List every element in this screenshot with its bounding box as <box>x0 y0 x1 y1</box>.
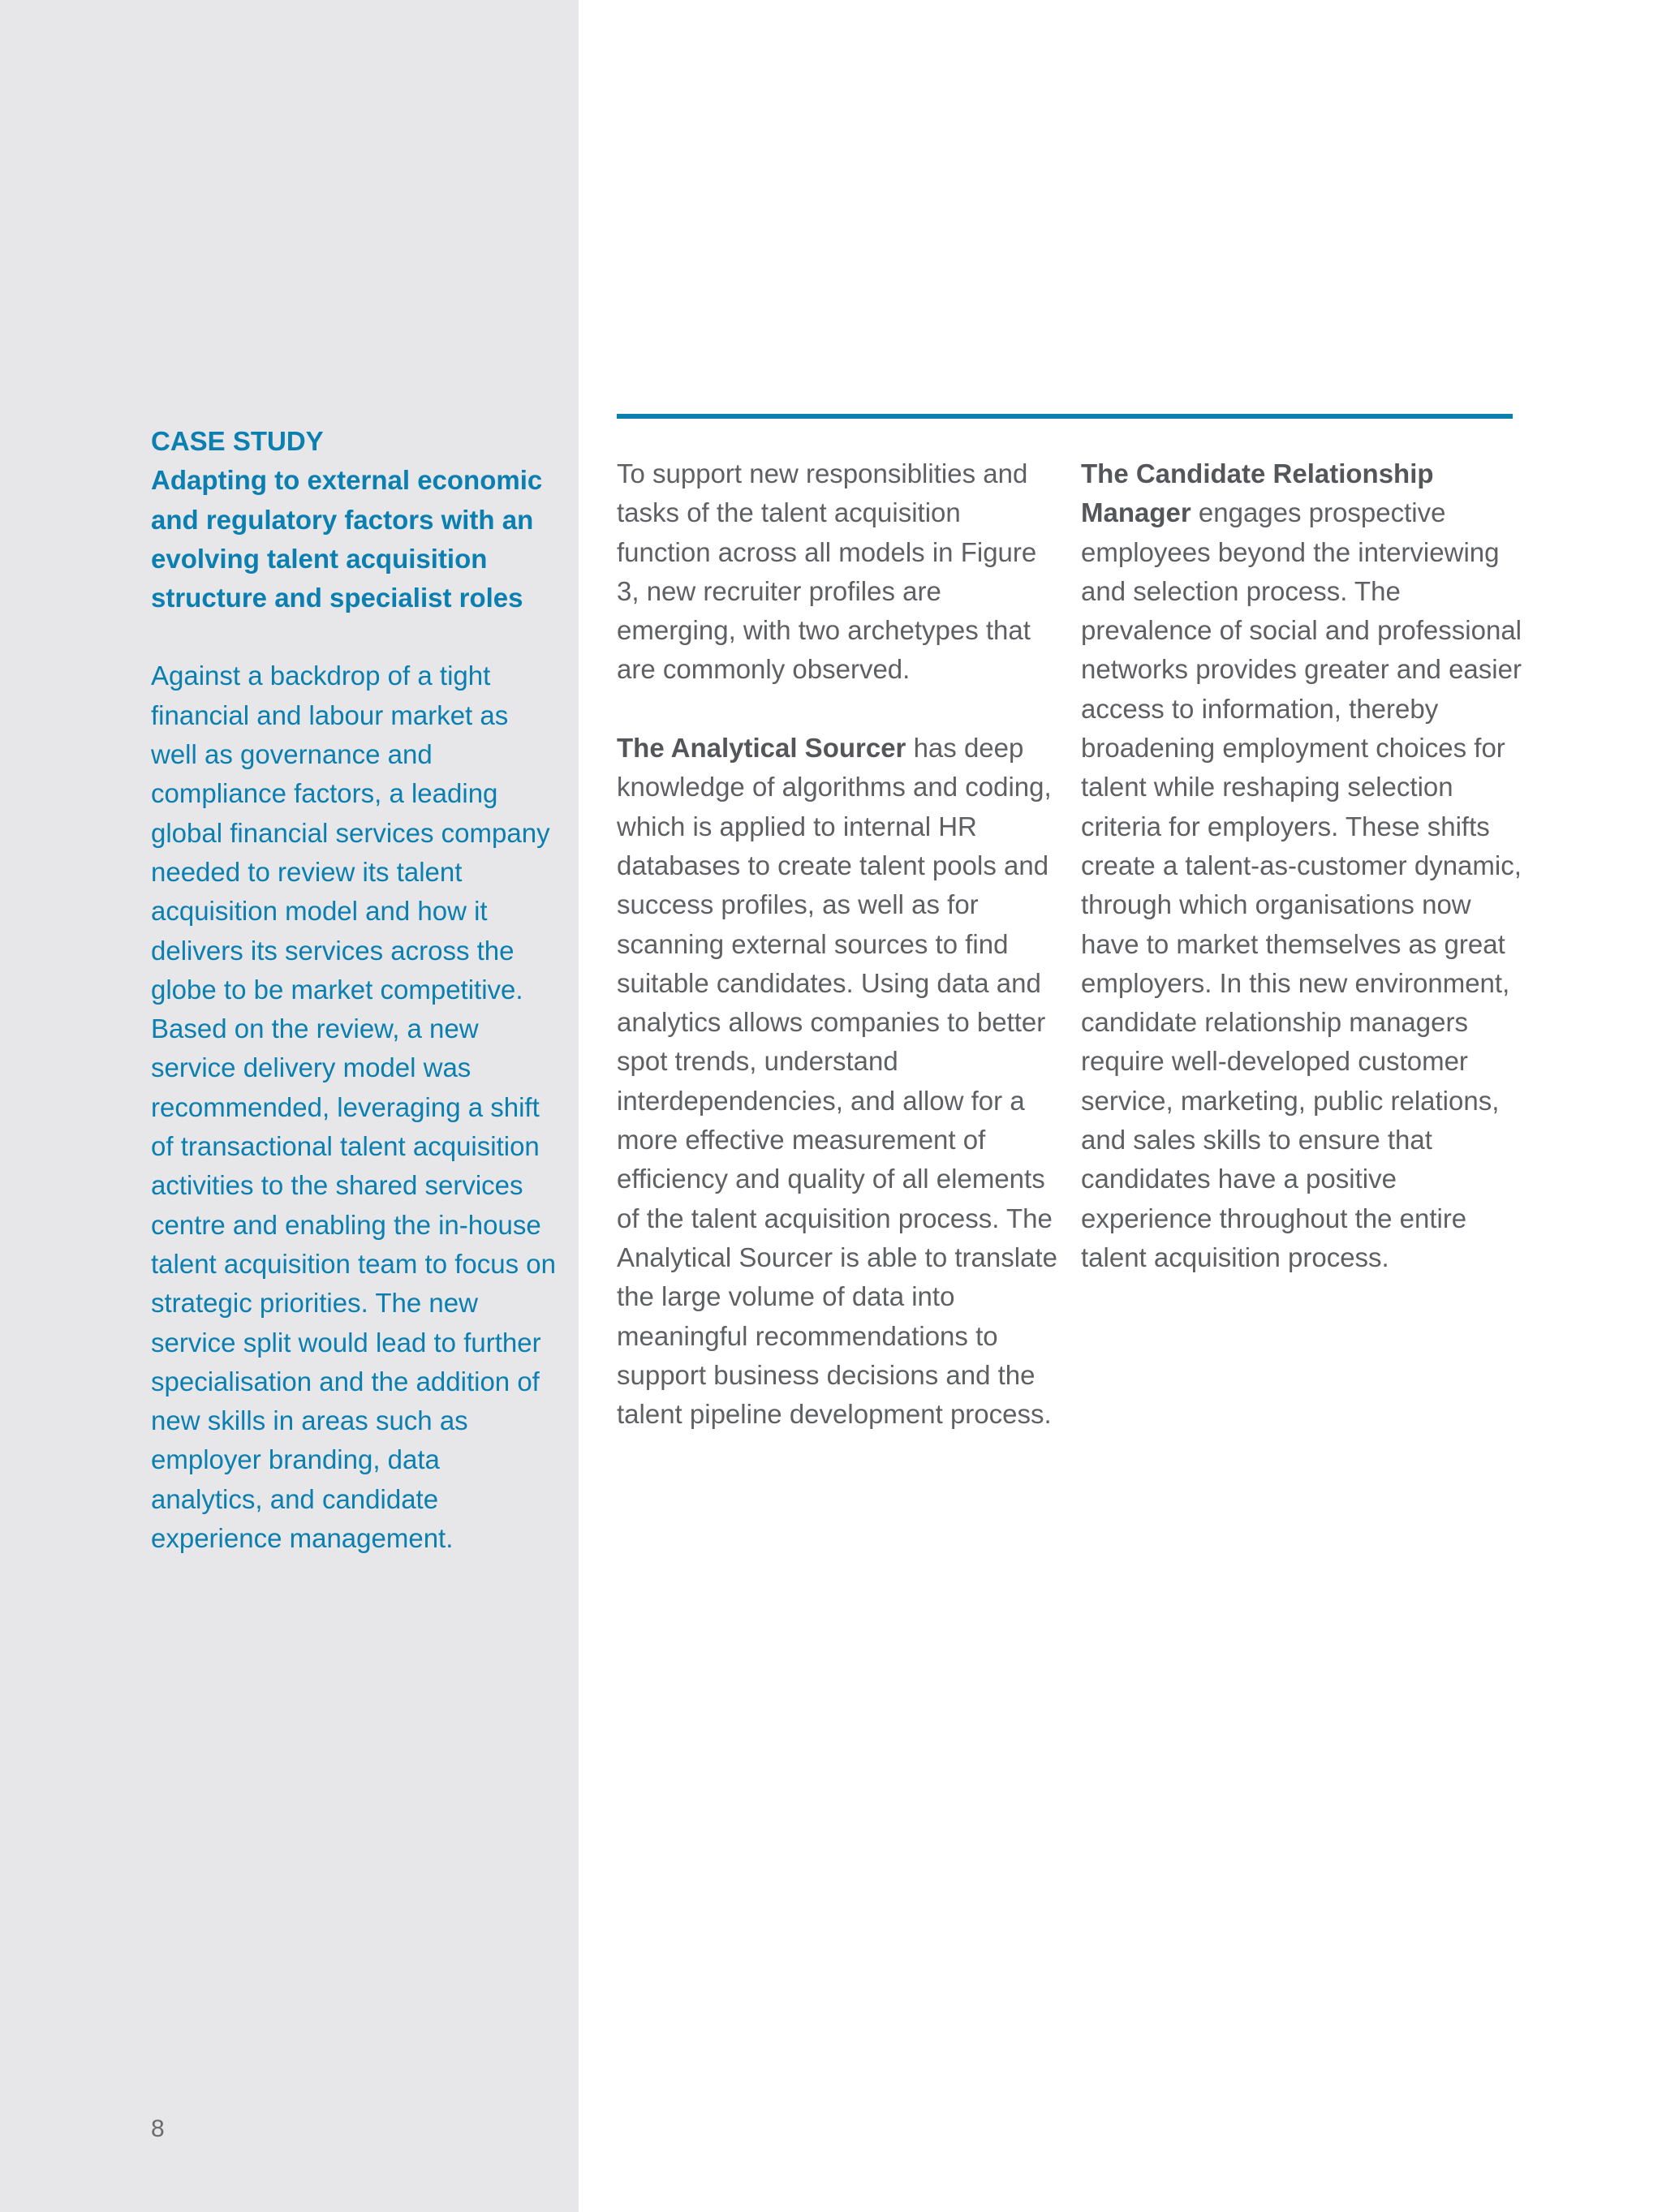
text-column-1 <box>617 454 1059 1434</box>
intro-paragraph: To support new responsiblities and tasks of the talent acquisition function across all models in Figure 3, new recruiter profiles are emerging, with two archetypes that are commonly observed. <box>617 458 1037 685</box>
case-study-title: Adapting to external economic and regulatory factors with an evolving talent acquisition structure and specialist roles <box>151 465 543 613</box>
page-number: 8 <box>151 2115 165 2142</box>
candidate-manager-paragraph <box>1081 454 1523 1277</box>
section-divider <box>617 414 1513 419</box>
case-study-label: CASE STUDY <box>151 426 324 456</box>
analytical-sourcer-paragraph <box>617 729 1059 1434</box>
candidate-manager-text: engages prospective employees beyond the interviewing and selection process. The prevalence of social and professional networks provides greater and easier access to information, thereby broadening employment choices for talent while reshaping selection criteria for employers. These shifts create a talent-as-customer dynamic, through which organisations now have to market themselves as great employers. In this new environment, candidate relationship managers require well-developed customer service, marketing, public relations, and sales skills to ensure that candidates have a positive experience throughout the entire talent acquisition process. <box>1081 497 1522 1272</box>
case-study-body: Against a backdrop of a tight financial and labour market as well as governance and compliance factors, a leading global financial services company needed to review its talent acquisition model and how it delivers its services across the globe to be market competitive. Based on the review, a new service delivery model was recommended, leveraging a shift of transactional talent acquisition activities to the shared services centre and enabling the in-house talent acquisition team to focus on strategic priorities. The new service split would lead to further specialisation and the addition of new skills in areas such as employer branding, data analytics, and candidate experience management. <box>151 661 556 1554</box>
candidate-manager-heading: The Candidate Relationship Manager <box>1081 458 1434 528</box>
text-column-2 <box>1081 454 1523 1277</box>
analytical-sourcer-heading: The Analytical Sourcer <box>617 733 906 764</box>
case-study-box <box>151 422 557 1558</box>
analytical-sourcer-text: has deep knowledge of algorithms and coding, which is applied to internal HR databases to create talent pools and success profiles, as well as for scanning external sources to find suitable candidates. Using data and analytics allows companies to better spot trends, understand interdependencies, and allow for a more effective measurement of efficiency and quality of all elements of the talent acquisition process. The Analytical Sourcer is able to translate the large volume of data into meaningful recommendations to support business decisions and the talent pipeline development process. <box>617 733 1057 1430</box>
